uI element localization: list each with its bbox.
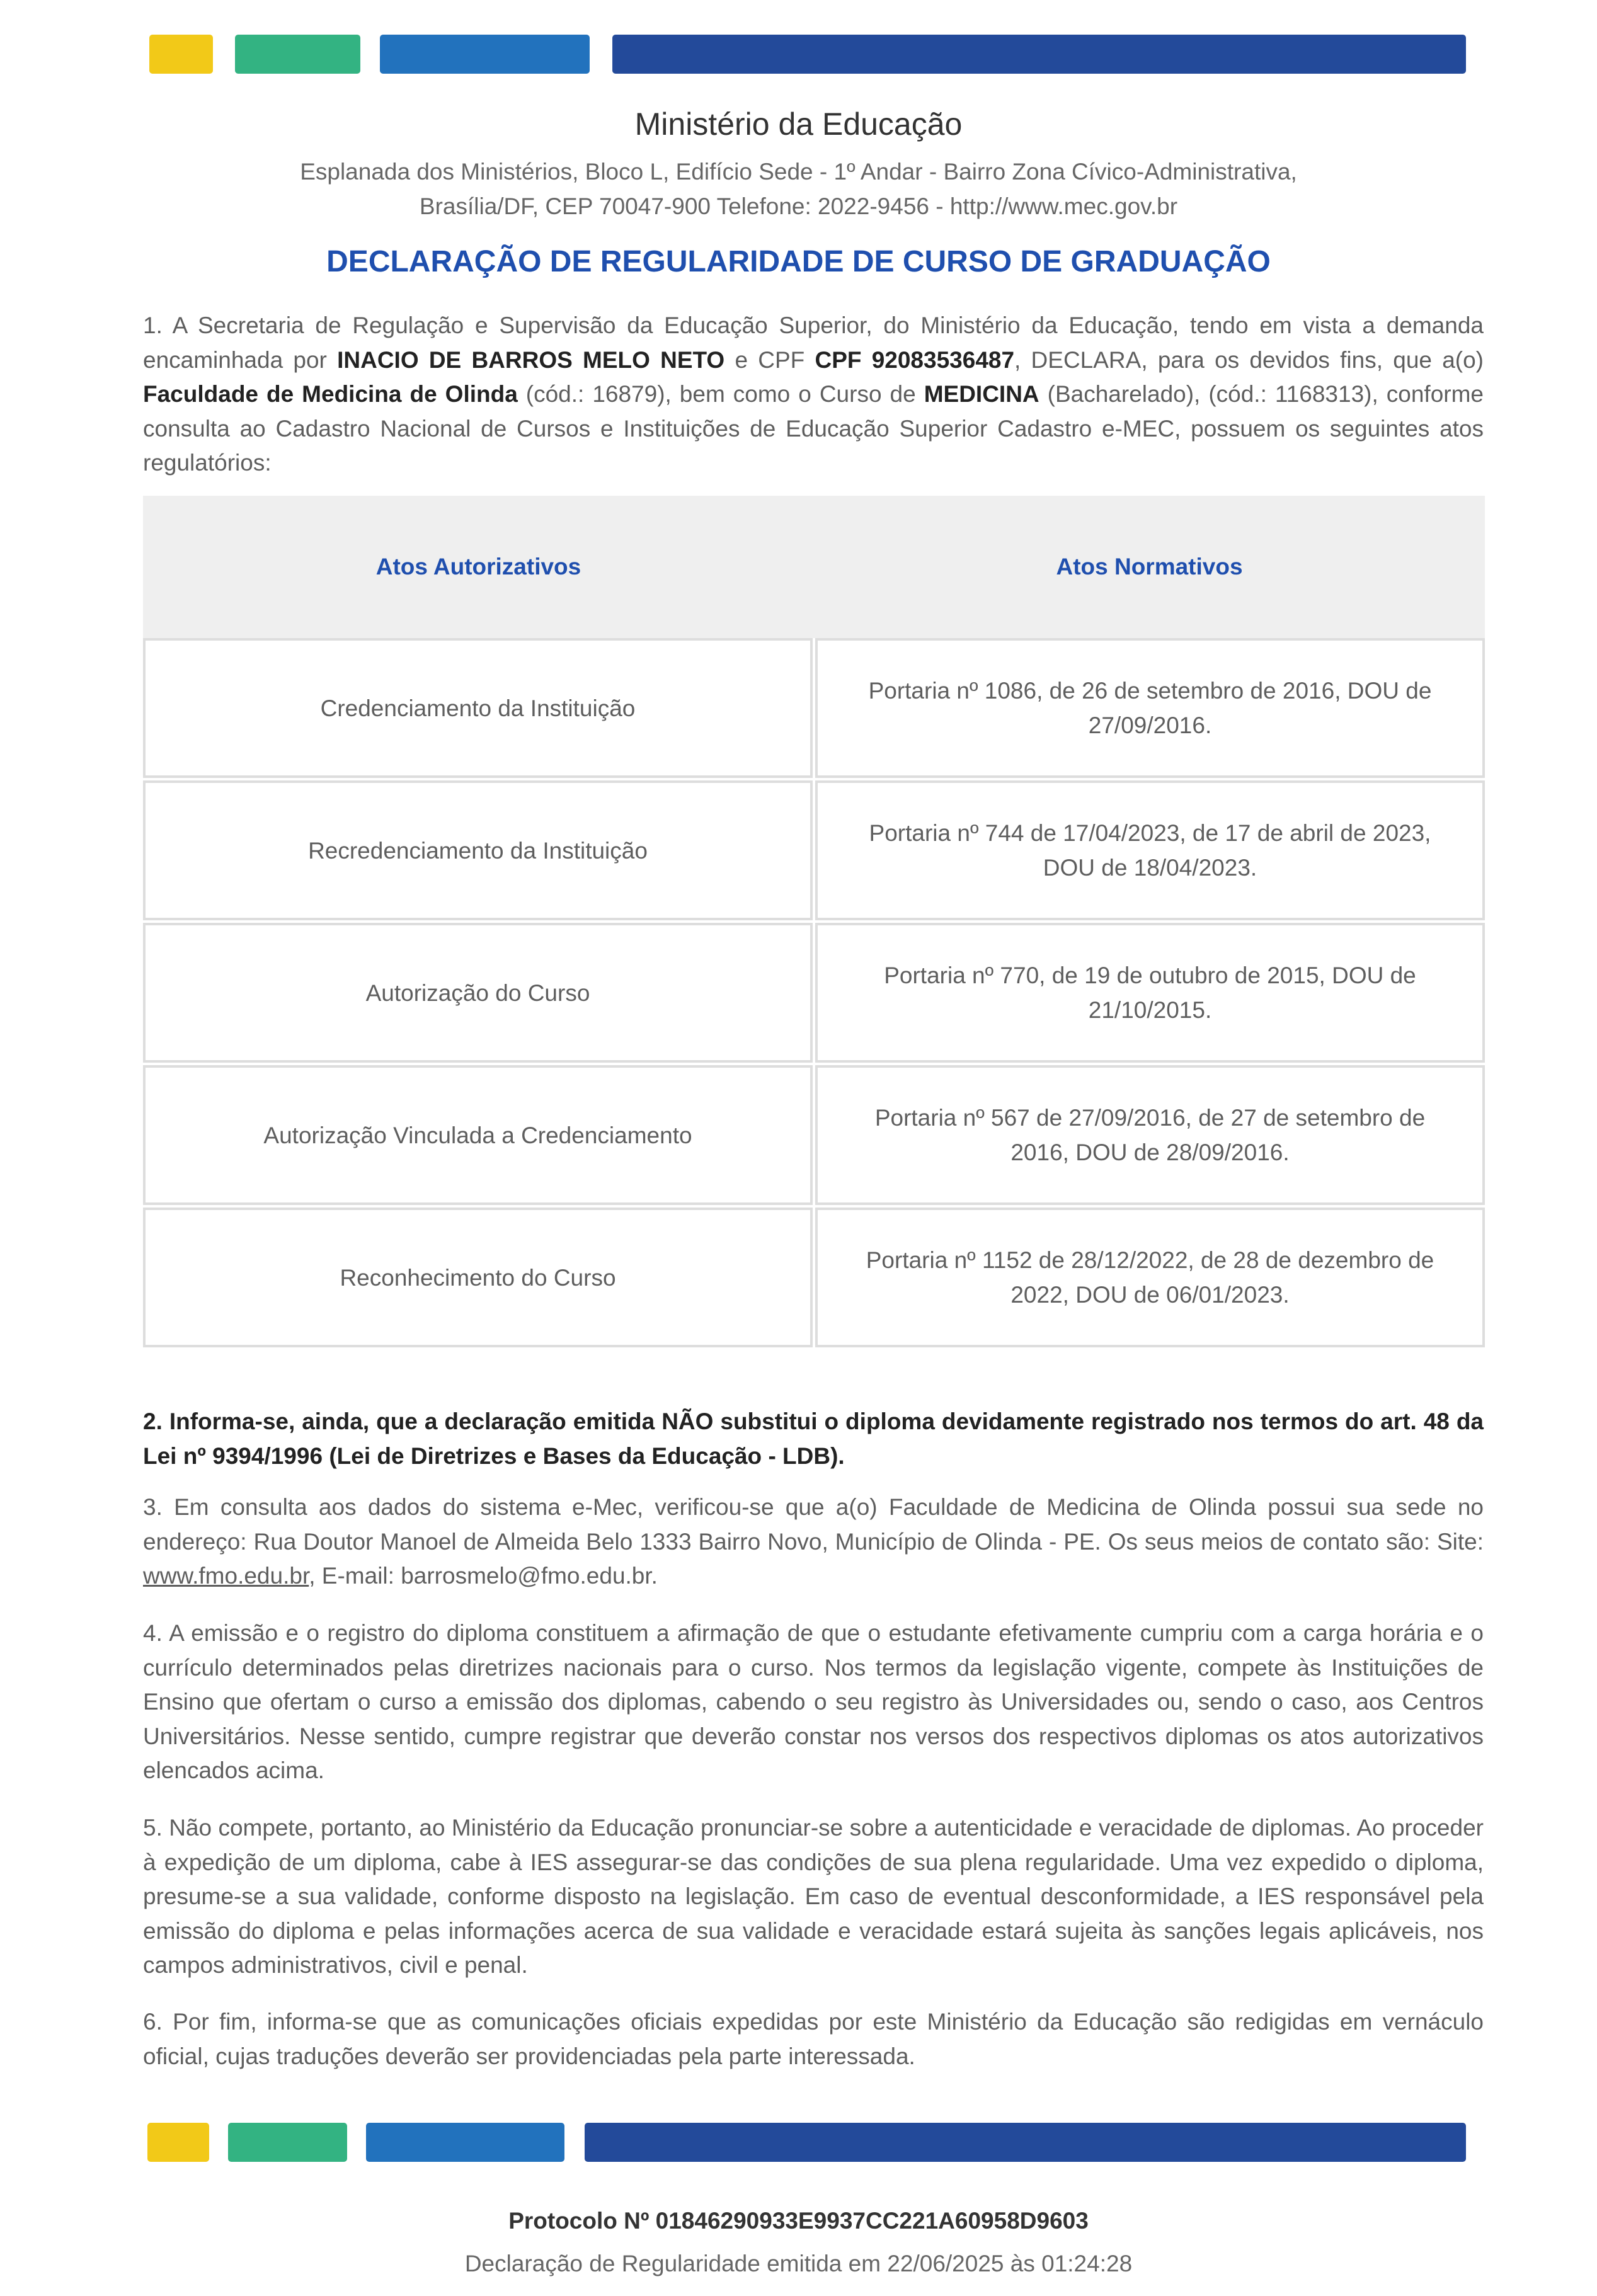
protocol-number: Protocolo Nº 01846290933E9937CC221A60958D9603 [508,2208,1089,2234]
act-type: Reconhecimento do Curso [143,1208,813,1347]
header-atos-autorizativos: Atos Autorizativos [375,554,581,580]
regulatory-acts-table [143,496,1485,1352]
footer-bar-blue [366,2123,564,2162]
table-header [143,496,1485,638]
header-bar-navy [612,35,1466,74]
act-normative: Portaria nº 1086, de 26 de setembro de 2016, DOU de 27/09/2016. [815,638,1485,778]
act-normative: Portaria nº 770, de 19 de outubro de 2015, DOU de 21/10/2015. [815,923,1485,1063]
act-normative: Portaria nº 744 de 17/04/2023, de 17 de abril de 2023, DOU de 18/04/2023. [815,780,1485,920]
p3-text-1: 3. Em consulta aos dados do sistema e-Mec, verificou-se que a(o) Faculdade de Medicina de Olinda possui sua sede no endereço: Rua Doutor Manoel de Almeida Belo 1333 Bairro Novo, Município de Olinda - PE. Os seus meios de contato são: Site: [143,1494,1484,1555]
act-normative: Portaria nº 567 de 27/09/2016, de 27 de setembro de 2016, DOU de 28/09/2016. [815,1065,1485,1205]
address-line-2: Brasília/DF, CEP 70047-900 Telefone: 2022-9456 - http://www.mec.gov.br [419,193,1178,219]
p1-text-4: (cód.: 16879), bem como o Curso de [517,381,924,407]
paragraph-2: 2. Informa-se, ainda, que a declaração emitida NÃO substitui o diploma devidamente registrado nos termos do art. 48 da Lei nº 9394/1996 (Lei de Diretrizes e Bases da Educação - LDB). [143,1408,1484,1469]
act-type: Autorização Vinculada a Credenciamento [143,1065,813,1205]
p1-text-1: 1. A Secretaria de Regulação e Supervisão da Educação Superior, do Ministério da Educação, tendo em vista a demanda encaminhada por [143,312,1484,373]
footer-bar-yellow [147,2123,209,2162]
act-type: Autorização do Curso [143,923,813,1063]
header-atos-normativos: Atos Normativos [1056,554,1243,580]
act-type: Credenciamento da Instituição [143,638,813,778]
act-normative: Portaria nº 1152 de 28/12/2022, de 28 de dezembro de 2022, DOU de 06/01/2023. [815,1208,1485,1347]
header-bar-blue [380,35,590,74]
p1-text-5: (Bacharelado), (cód.: 1168313), conforme consulta ao Cadastro Nacional de Cursos e Instituições de Educação Superior Cadastro e-MEC, possuem os seguintes atos regulatórios: [143,381,1484,476]
header-bar-green [235,35,360,74]
table-row [143,780,1485,923]
ministry-address [0,154,1597,224]
requester-cpf: CPF 92083536487 [815,346,1015,373]
p3-text-2: , E-mail: barrosmelo@fmo.edu.br. [309,1563,658,1589]
paragraph-5: 5. Não compete, portanto, ao Ministério da Educação pronunciar-se sobre a autenticidade e veracidade de diplomas. Ao proceder à expedição de um diploma, cabe à IES assegurar-se das condições de sua plena regularidade. Uma vez expedido o diploma, presume-se a sua validade, conforme disposto na legislação. Em caso de eventual desconformidade, a IES responsável pela emissão do diploma e pelas informações acerca de sua validade e veracidade estará sujeita às sanções legais aplicáveis, nos campos administrativos, civil e penal. [143,1815,1484,1978]
issue-datetime: Declaração de Regularidade emitida em 22/06/2025 às 01:24:28 [464,2251,1133,2276]
footer-bar-green [228,2123,347,2162]
paragraph-1 [143,309,1484,481]
institution-site-link[interactable]: www.fmo.edu.br [143,1563,309,1589]
p1-text-3: , DECLARA, para os devidos fins, que a(o) [1014,346,1484,373]
p1-text-2: e CPF [724,346,815,373]
paragraph-4: 4. A emissão e o registro do diploma constituem a afirmação de que o estudante efetivamente cumpriu com a carga horária e o currículo determinados pelas diretrizes nacionais para o curso. Nos termos da legislação vigente, compete às Instituições de Ensino que ofertam o curso a emissão dos diplomas, cabendo o seu registro às Universidades ou, sendo o caso, aos Centros Universitários. Nesse sentido, cumpre registrar que deverão constar nos versos dos respectivos diplomas os atos autorizativos elencados acima. [143,1620,1484,1783]
address-line-1: Esplanada dos Ministérios, Bloco L, Edifício Sede - 1º Andar - Bairro Zona Cívico-Administrativa, [300,159,1297,185]
requester-name: INACIO DE BARROS MELO NETO [337,346,725,373]
table-row [143,638,1485,780]
course-name: MEDICINA [924,381,1039,407]
footer-bar-navy [585,2123,1466,2162]
header-bar-yellow [149,35,213,74]
ministry-name: Ministério da Educação [634,106,963,142]
institution-name: Faculdade de Medicina de Olinda [143,381,518,407]
paragraph-6: 6. Por fim, informa-se que as comunicações oficiais expedidas por este Ministério da Educação são redigidas em vernáculo oficial, cujas traduções deverão ser providenciadas pela parte interessada. [143,2009,1484,2069]
table-row [143,1065,1485,1208]
table-row [143,1208,1485,1350]
paragraph-3 [143,1490,1484,1594]
document-title: DECLARAÇÃO DE REGULARIDADE DE CURSO DE GRADUAÇÃO [326,245,1271,278]
table-row [143,923,1485,1065]
act-type: Recredenciamento da Instituição [143,780,813,920]
